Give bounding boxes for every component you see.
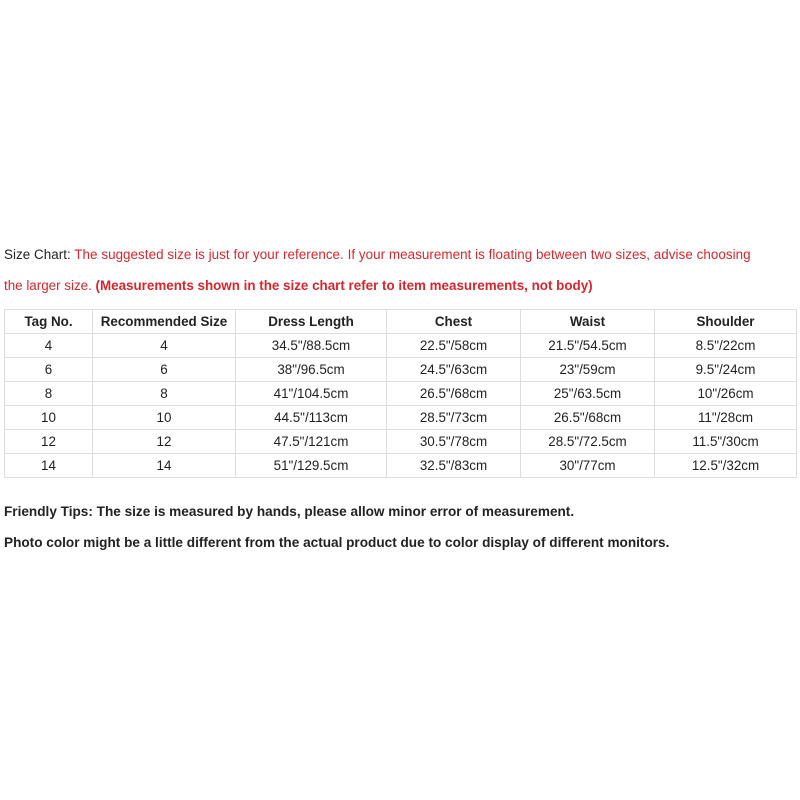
table-cell: 6	[5, 358, 93, 382]
table-cell: 8	[5, 382, 93, 406]
column-header: Dress Length	[236, 310, 387, 334]
table-cell: 28.5"/73cm	[387, 406, 521, 430]
table-cell: 4	[93, 334, 236, 358]
table-row	[5, 430, 797, 454]
table-cell: 22.5"/58cm	[387, 334, 521, 358]
table-header-row	[5, 310, 797, 334]
column-header: Recommended Size	[93, 310, 236, 334]
intro-line-2	[4, 278, 593, 293]
separator: :	[67, 247, 75, 262]
table-cell: 11.5"/30cm	[655, 430, 797, 454]
table-cell: 14	[93, 454, 236, 478]
table-cell: 24.5"/63cm	[387, 358, 521, 382]
table-cell: 30"/77cm	[521, 454, 655, 478]
table-cell: 10"/26cm	[655, 382, 797, 406]
table-row	[5, 406, 797, 430]
table-cell: 34.5"/88.5cm	[236, 334, 387, 358]
size-chart-label: Size Chart	[4, 247, 68, 262]
table-cell: 12.5"/32cm	[655, 454, 797, 478]
table-cell: 23"/59cm	[521, 358, 655, 382]
table-cell: 8	[93, 382, 236, 406]
friendly-tip: Friendly Tips: The size is measured by hands, please allow minor error of measurement.	[4, 504, 575, 519]
table-row	[5, 382, 797, 406]
intro-text: The suggested size is just for your reference. If your measurement is floating between two sizes, advise choosing	[74, 247, 751, 262]
table-cell: 10	[5, 406, 93, 430]
table-cell: 30.5"/78cm	[387, 430, 521, 454]
measurement-note: (Measurements shown in the size chart refer to item measurements, not body)	[95, 278, 593, 293]
table-row	[5, 334, 797, 358]
column-header: Chest	[387, 310, 521, 334]
table-cell: 8.5"/22cm	[655, 334, 797, 358]
color-tip: Photo color might be a little different from the actual product due to color display of different monitors.	[4, 535, 670, 550]
column-header: Tag No.	[5, 310, 93, 334]
table-cell: 51"/129.5cm	[236, 454, 387, 478]
table-cell: 38"/96.5cm	[236, 358, 387, 382]
table-cell: 11"/28cm	[655, 406, 797, 430]
table-cell: 26.5"/68cm	[387, 382, 521, 406]
table-cell: 44.5"/113cm	[236, 406, 387, 430]
table-cell: 12	[93, 430, 236, 454]
table-cell: 26.5"/68cm	[521, 406, 655, 430]
intro-line-1	[4, 247, 751, 262]
size-table	[4, 309, 797, 478]
table-cell: 14	[5, 454, 93, 478]
table-cell: 47.5"/121cm	[236, 430, 387, 454]
table-row	[5, 454, 797, 478]
column-header: Waist	[521, 310, 655, 334]
intro-text-cont: the larger size.	[4, 278, 96, 293]
table-cell: 9.5"/24cm	[655, 358, 797, 382]
table-row	[5, 358, 797, 382]
table-cell: 21.5"/54.5cm	[521, 334, 655, 358]
table-cell: 4	[5, 334, 93, 358]
table-cell: 10	[93, 406, 236, 430]
column-header: Shoulder	[655, 310, 797, 334]
table-cell: 6	[93, 358, 236, 382]
table-cell: 32.5"/83cm	[387, 454, 521, 478]
table-cell: 28.5"/72.5cm	[521, 430, 655, 454]
table-cell: 41"/104.5cm	[236, 382, 387, 406]
table-cell: 25"/63.5cm	[521, 382, 655, 406]
table-cell: 12	[5, 430, 93, 454]
